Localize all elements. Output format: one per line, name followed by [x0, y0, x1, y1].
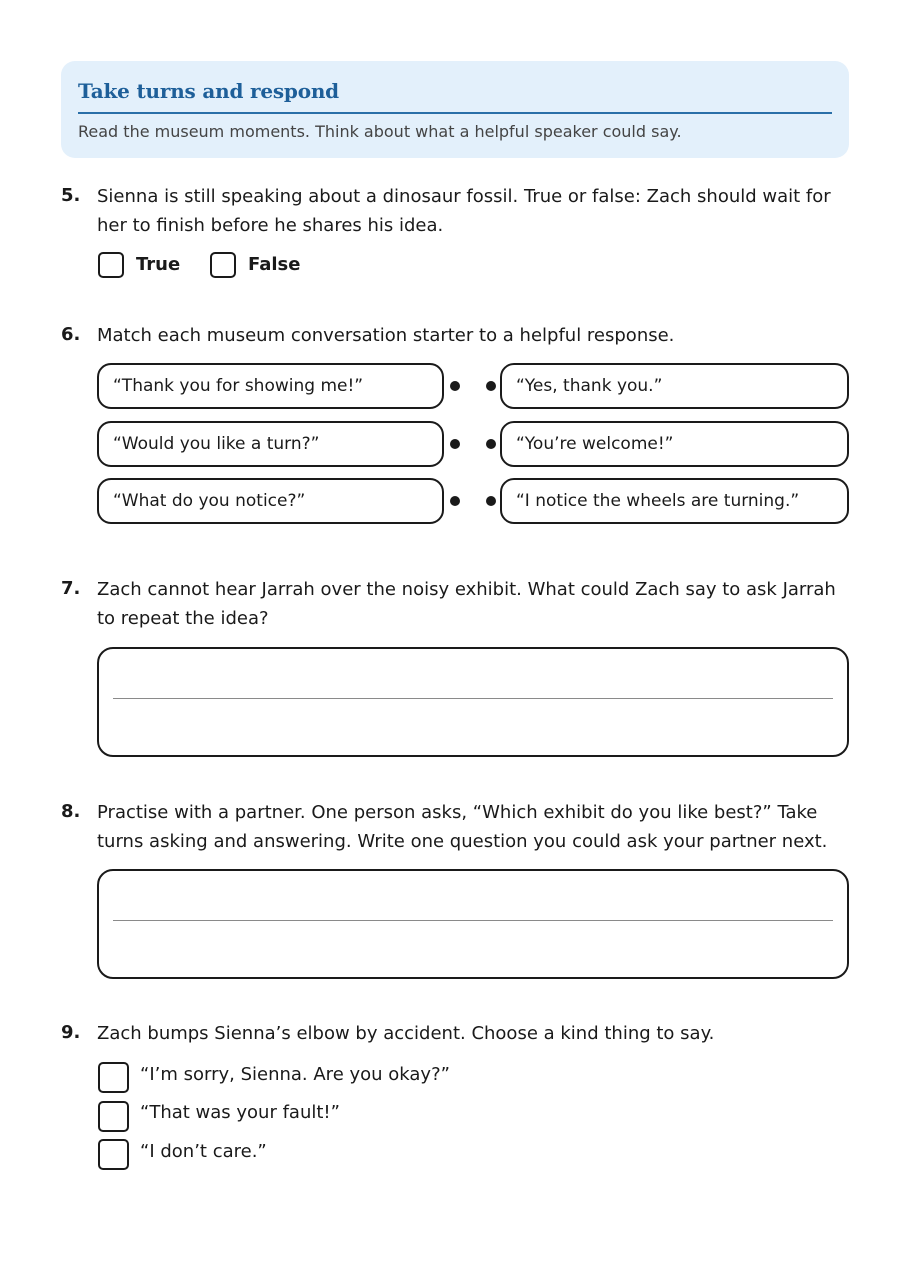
header-divider	[78, 112, 832, 114]
question-7-answer-box[interactable]	[97, 647, 849, 757]
true-checkbox[interactable]	[98, 252, 124, 278]
starter-thank-you: “Thank you for showing me!”	[97, 363, 444, 409]
question-9-number: 9.	[61, 1022, 81, 1043]
option-dont-care-label: “I don’t care.”	[140, 1141, 267, 1162]
answer-writing-line	[113, 698, 833, 699]
option-sorry-checkbox[interactable]	[98, 1062, 129, 1093]
question-6-text: Match each museum conversation starter to a helpful response.	[97, 325, 675, 346]
question-6-number: 6.	[61, 324, 81, 345]
option-your-fault-checkbox[interactable]	[98, 1101, 129, 1132]
header-instructions: Read the museum moments. Think about what a helpful speaker could say.	[78, 122, 682, 141]
match-dot-left-1[interactable]	[450, 381, 460, 391]
response-i-notice-wheels: “I notice the wheels are turning.”	[500, 478, 849, 524]
question-7-text: Zach cannot hear Jarrah over the noisy exhibit. What could Zach say to ask Jarrah to repeat the idea?	[97, 579, 836, 629]
false-label: False	[248, 254, 301, 275]
question-5-text: Sienna is still speaking about a dinosaur fossil. True or false: Zach should wait for her to finish before he shares his idea.	[97, 186, 831, 236]
option-sorry-label: “I’m sorry, Sienna. Are you okay?”	[140, 1064, 450, 1085]
option-your-fault-label: “That was your fault!”	[140, 1102, 340, 1123]
answer-writing-line	[113, 920, 833, 921]
match-dot-right-1[interactable]	[486, 381, 496, 391]
question-7-number: 7.	[61, 578, 81, 599]
match-dot-left-3[interactable]	[450, 496, 460, 506]
question-9-text: Zach bumps Sienna’s elbow by accident. Choose a kind thing to say.	[97, 1023, 715, 1044]
match-dot-left-2[interactable]	[450, 439, 460, 449]
question-8-text: Practise with a partner. One person asks, “Which exhibit do you like best?” Take turns asking and answering. Write one question you could ask your partner next.	[97, 802, 828, 852]
starter-what-do-you-notice: “What do you notice?”	[97, 478, 444, 524]
question-5-number: 5.	[61, 185, 81, 206]
true-label: True	[136, 254, 181, 275]
activity-header	[61, 61, 849, 158]
false-checkbox[interactable]	[210, 252, 236, 278]
question-8-number: 8.	[61, 801, 81, 822]
match-dot-right-3[interactable]	[486, 496, 496, 506]
response-youre-welcome: “You’re welcome!”	[500, 421, 849, 467]
response-yes-thank-you: “Yes, thank you.”	[500, 363, 849, 409]
header-title: Take turns and respond	[78, 79, 339, 103]
starter-would-you-like-a-turn: “Would you like a turn?”	[97, 421, 444, 467]
match-dot-right-2[interactable]	[486, 439, 496, 449]
question-8-answer-box[interactable]	[97, 869, 849, 979]
option-dont-care-checkbox[interactable]	[98, 1139, 129, 1170]
